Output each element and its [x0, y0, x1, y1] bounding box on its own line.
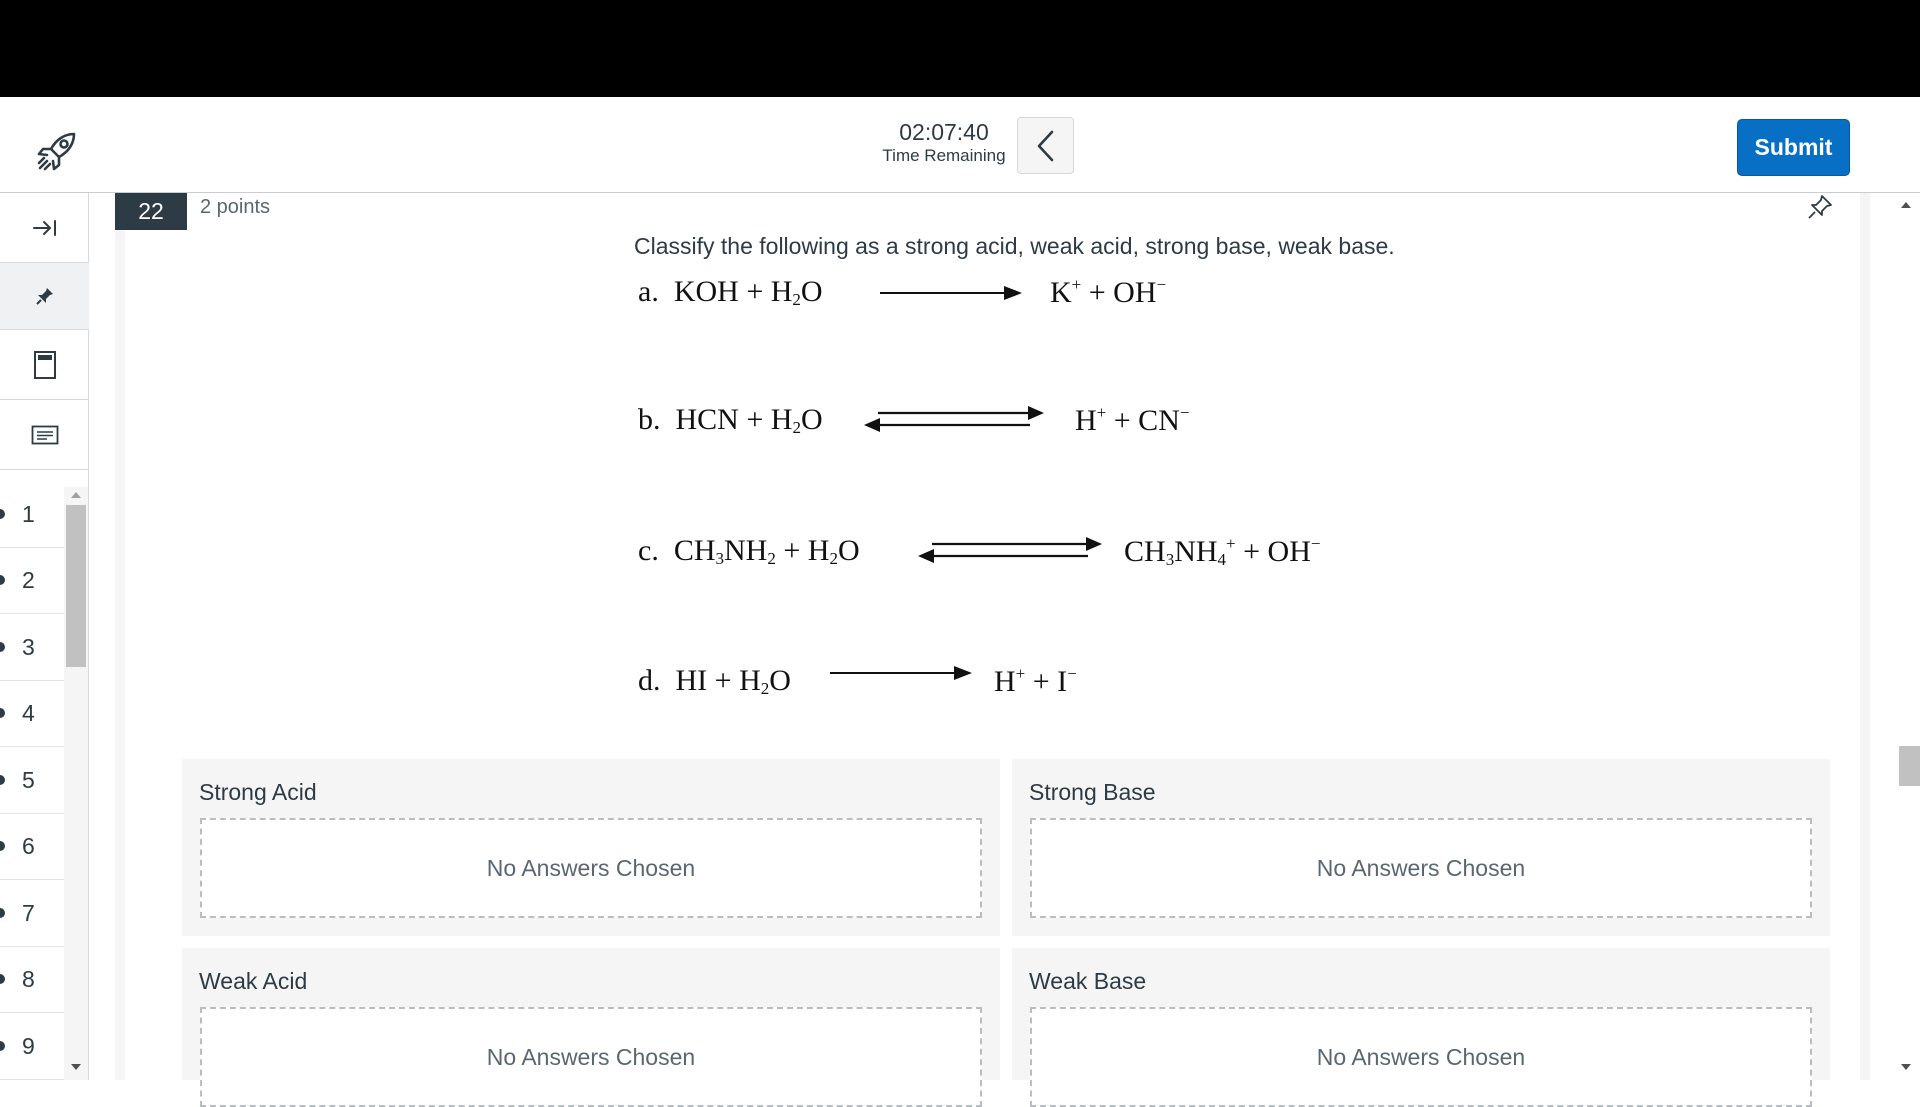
submit-button[interactable]: Submit	[1737, 119, 1850, 176]
category-title: Strong Base	[1029, 779, 1156, 805]
equation-a-right: K+ + OH−	[1050, 275, 1167, 309]
drop-zone-strong-acid[interactable]: No Answers Chosen	[200, 818, 982, 918]
forward-arrow	[880, 280, 1022, 306]
chevron-left-icon	[1035, 129, 1057, 163]
expand-nav-button[interactable]	[0, 193, 89, 263]
category-title: Weak Acid	[199, 968, 308, 994]
notes-icon	[31, 425, 59, 445]
equation-d-right: H+ + I−	[994, 664, 1077, 698]
question-nav-item[interactable]: 8	[0, 947, 64, 1013]
question-nav-item[interactable]: 6	[0, 814, 64, 880]
pinned-questions-button[interactable]	[0, 263, 89, 330]
question-nav-item[interactable]: 9	[0, 1014, 64, 1080]
question-points: 2 points	[200, 196, 271, 218]
drop-zone-weak-acid[interactable]: No Answers Chosen	[200, 1007, 982, 1107]
equilibrium-arrow	[864, 403, 1044, 437]
expand-right-icon	[32, 218, 58, 238]
collapse-timer-button[interactable]	[1017, 117, 1074, 174]
content-right-edge	[1860, 193, 1870, 1080]
question-number: 22	[115, 193, 187, 230]
pin-icon	[35, 286, 55, 306]
calculator-icon	[33, 350, 57, 380]
equation-b-right: H+ + CN−	[1075, 403, 1190, 437]
page-scroll-thumb[interactable]	[1899, 746, 1920, 786]
timer	[872, 118, 1016, 166]
calculator-button[interactable]	[0, 330, 89, 400]
equation-d-left: d. HI + $H_2O$	[638, 664, 791, 698]
scroll-up-icon[interactable]	[1900, 200, 1912, 210]
drop-zone-weak-base[interactable]: No Answers Chosen	[1030, 1007, 1812, 1107]
question-nav-item[interactable]: 1	[0, 482, 64, 548]
question-nav-item[interactable]: 3	[0, 615, 64, 681]
page-scrollbar[interactable]	[1890, 193, 1920, 1080]
question-nav-item[interactable]: 2	[0, 548, 64, 614]
pin-question-icon[interactable]	[1806, 193, 1834, 221]
timer-value: 02:07:40	[899, 119, 989, 145]
drop-zone-strong-base[interactable]: No Answers Chosen	[1030, 818, 1812, 918]
timer-label: Time Remaining	[882, 146, 1006, 165]
question-content	[115, 193, 1860, 1080]
notes-button[interactable]	[0, 400, 89, 470]
browser-top-bar	[0, 0, 1920, 97]
equation-a-left: a. KOH + $H_2O$	[638, 275, 823, 309]
equation-c-right: $CH_3NH_4^+ + OH^-$	[1124, 534, 1321, 569]
forward-arrow	[830, 660, 972, 686]
question-nav-item[interactable]: 4	[0, 681, 64, 747]
question-prompt: Classify the following as a strong acid, weak acid, strong base, weak base.	[634, 233, 1395, 259]
equilibrium-arrow	[918, 534, 1102, 568]
equation-c-left: c. $CH_3NH_2 + H_2O$	[638, 534, 860, 568]
nav-scroll-down-icon[interactable]	[70, 1062, 82, 1072]
question-nav-item[interactable]: 5	[0, 748, 64, 814]
nav-scroll-up-icon[interactable]	[70, 490, 82, 500]
rocket-icon	[34, 128, 80, 174]
category-title: Strong Acid	[199, 779, 317, 805]
scroll-down-icon[interactable]	[1900, 1062, 1912, 1072]
question-nav-item[interactable]: 7	[0, 881, 64, 947]
equation-b-left: b. HCN + $H_2O$	[638, 403, 823, 437]
category-title: Weak Base	[1029, 968, 1147, 994]
question-nav-scroll-thumb[interactable]	[66, 505, 86, 667]
content-left-edge	[115, 193, 125, 1080]
